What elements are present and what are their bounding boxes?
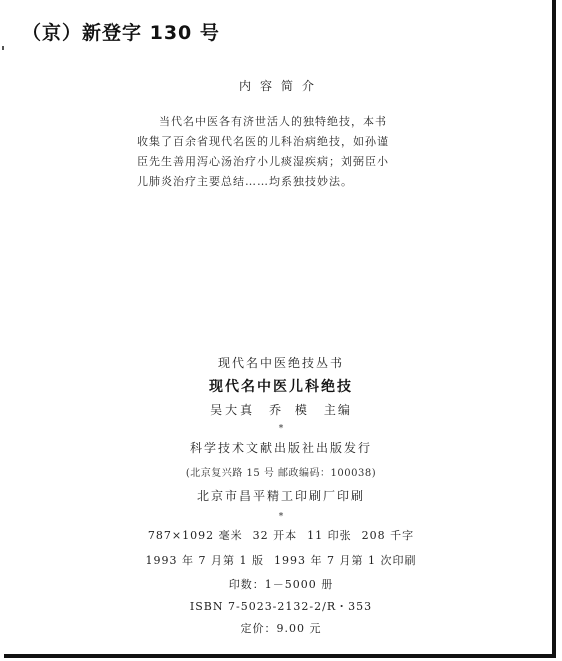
print-run: 印数：1－5000 册 bbox=[228, 578, 334, 591]
price: 定价：9.00 元 bbox=[240, 622, 322, 635]
scan-edge-bottom bbox=[4, 654, 556, 658]
book-title: 现代名中医儿科绝技 bbox=[209, 379, 353, 395]
paper-format: 787×1092 毫米 bbox=[147, 529, 243, 542]
separator-star: * bbox=[278, 424, 284, 434]
editors-line bbox=[0, 401, 562, 418]
edition: 1993 年 7 月第 1 版 bbox=[145, 554, 264, 567]
publisher: 科学技术文献出版社出版发行 bbox=[189, 441, 372, 455]
printing: 1993 年 7 月第 1 次印刷 bbox=[274, 554, 417, 567]
scan-mark bbox=[2, 46, 4, 50]
separator-star: * bbox=[278, 512, 284, 522]
printed-sheets: 11 印张 bbox=[307, 529, 352, 542]
format-line bbox=[0, 527, 562, 543]
printer: 北京市昌平精工印刷厂印刷 bbox=[196, 489, 365, 503]
isbn: ISBN 7-5023-2132-2/R・353 bbox=[189, 600, 373, 613]
summary-text: 当代名中医各有济世活人的独特绝技，本书收集了百余省现代名医的儿科治病绝技，如孙谨臣先生善用泻心汤治疗小儿痰湿疾病；刘弼臣小儿肺炎治疗主要总结……均系独技妙法。 bbox=[137, 115, 389, 188]
editor-name: 乔 模 bbox=[269, 403, 312, 417]
series-name: 现代名中医绝技丛书 bbox=[217, 356, 344, 370]
edition-line bbox=[0, 552, 562, 568]
registration-number: （京）新登字 130 号 bbox=[22, 22, 220, 44]
format-size: 32 开本 bbox=[252, 529, 298, 542]
editor-name: 吴大真 bbox=[210, 403, 256, 417]
word-count: 208 千字 bbox=[361, 529, 415, 542]
summary-title: 内容简介 bbox=[238, 79, 323, 93]
editor-role: 主编 bbox=[323, 403, 352, 417]
publisher-address: (北京复兴路 15 号 邮政编码：100038) bbox=[185, 468, 377, 479]
